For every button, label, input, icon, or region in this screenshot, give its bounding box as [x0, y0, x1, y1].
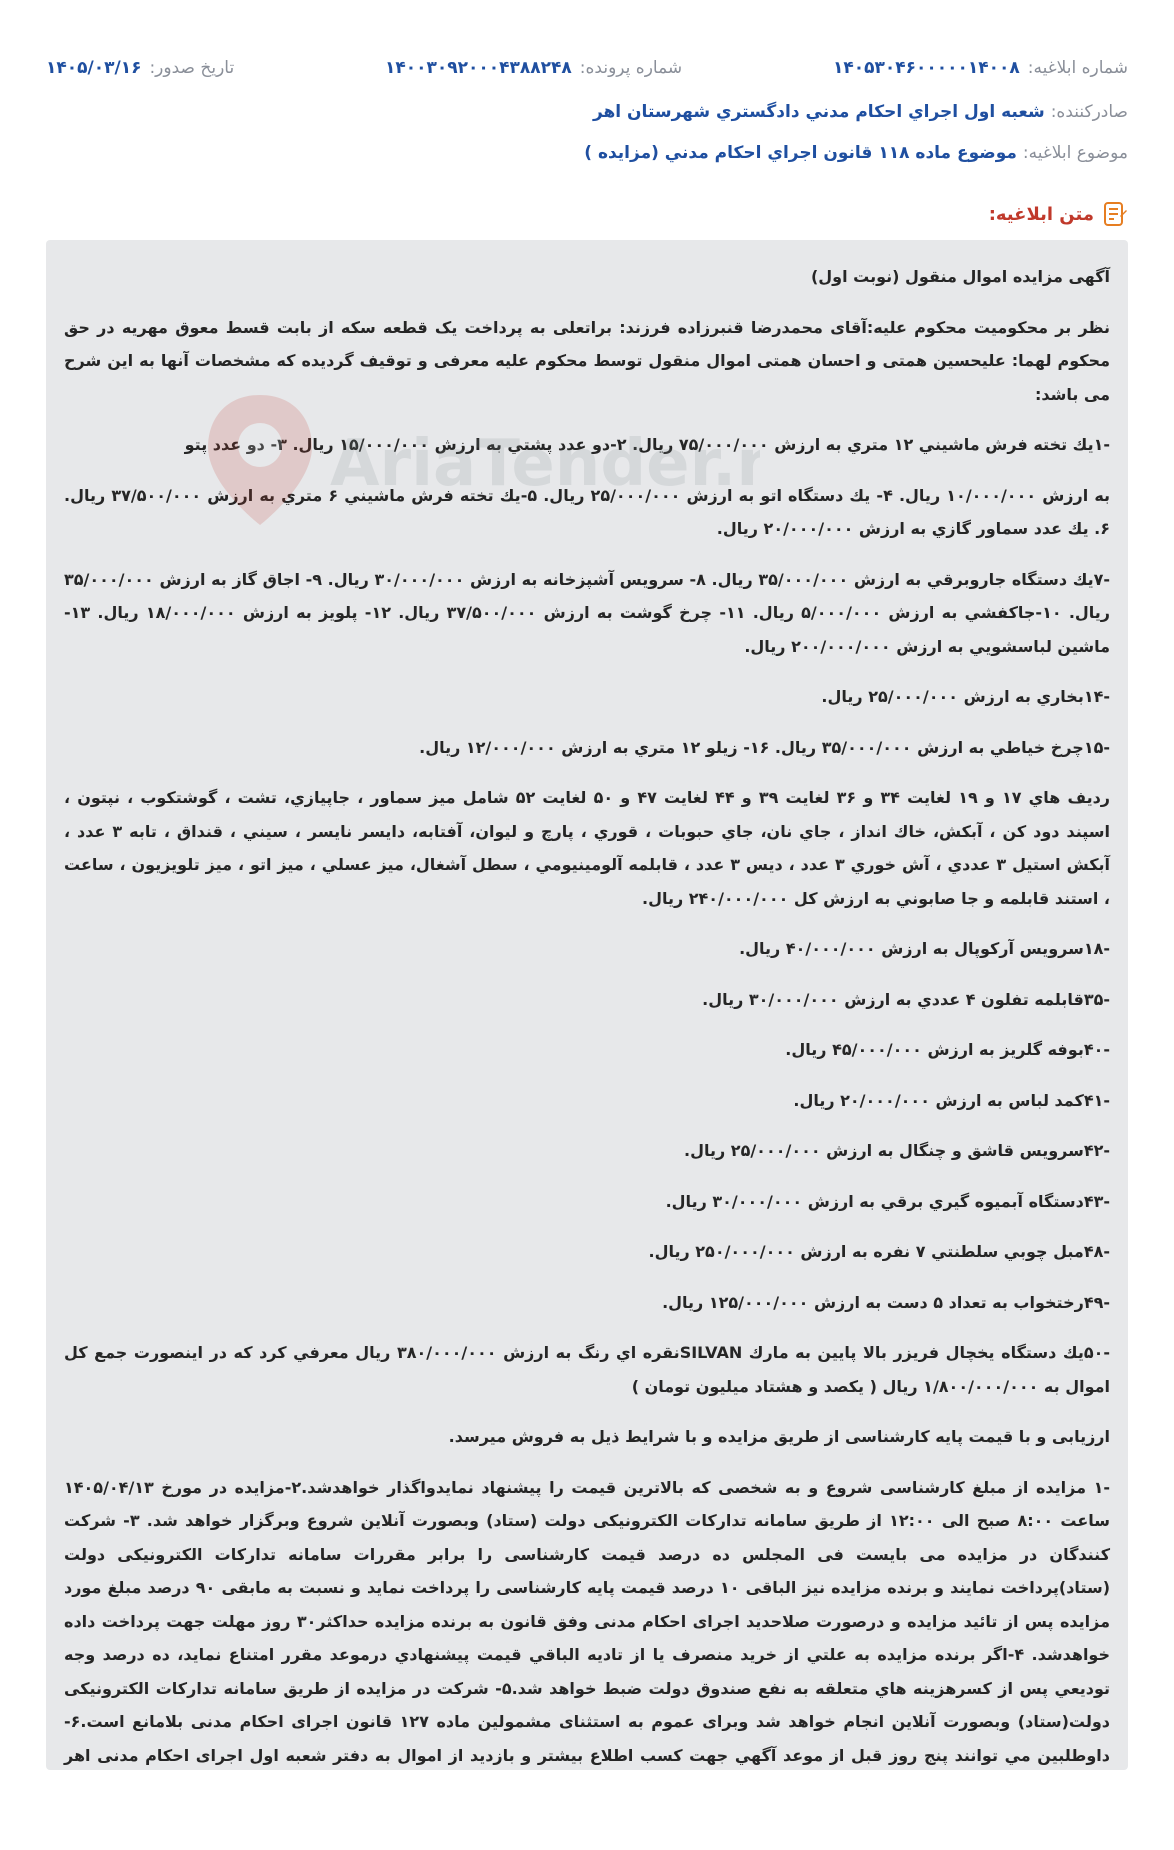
notice-number-value: ۱۴۰۵۳۰۴۶۰۰۰۰۰۱۴۰۰۸	[832, 58, 1020, 78]
notice-number-label: شماره ابلاغیه:	[1027, 58, 1128, 78]
issue-date	[46, 56, 234, 80]
notice-paragraph: -۴۳دستگاه آبميوه گيري برقي به ارزش ۳۰/۰۰۰/۰۰۰ ريال.	[665, 1191, 1110, 1211]
notice-text-heading-label: متن ابلاغیه:	[988, 203, 1094, 225]
notice-text-heading	[989, 200, 1128, 228]
notice-paragraph: -۷يك دستگاه جاروبرقي به ارزش ۳۵/۰۰۰/۰۰۰ ريال. ۸- سرويس آشپزخانه به ارزش ۳۰/۰۰۰/۰۰۰ ريال. ۹- اجاق گاز به ارزش ۳۵/۰۰۰/۰۰۰ ريال. ۱۰-جاكفشي به ارزش ۵/۰۰۰/۰۰۰ ريال. ۱۱- چرخ گوشت به ارزش ۳۷/۵۰۰/۰۰۰ ريال. ۱۲- پلويز به ارزش ۱۸/۰۰۰/۰۰۰ ريال. ۱۳- ماشين لباسشويي به ارزش ۲۰۰/۰۰۰/۰۰۰ ريال.	[64, 569, 1111, 656]
notice-paragraph: -۱۵چرخ خياطي به ارزش ۳۵/۰۰۰/۰۰۰ ريال. ۱۶- زيلو ۱۲ متري به ارزش ۱۲/۰۰۰/۰۰۰ ريال.	[419, 737, 1110, 757]
notice-paragraph: -۴۹رختخواب به تعداد ۵ دست به ارزش ۱۲۵/۰۰۰/۰۰۰ ريال.	[662, 1292, 1110, 1312]
notice-paragraph: -۱يك تخته فرش ماشيني ۱۲ متري به ارزش ۷۵/۰۰۰/۰۰۰ ريال. ۲-دو عدد پشتي به ارزش ۱۵/۰۰۰/۰۰۰ ريال. ۳- دو عدد پتو	[184, 435, 1110, 454]
notice-paragraph: -۴۲سرويس قاشق و چنگال به ارزش ۲۵/۰۰۰/۰۰۰ ريال.	[684, 1141, 1110, 1160]
notice-paragraph: ارزيابی و با قيمت پايه كارشناسی از طريق مزايده و با شرايط ذيل به فروش ميرسد.	[448, 1427, 1110, 1446]
notice-paragraph: آگهی مزایده اموال منقول (نوبت اول)	[810, 267, 1110, 286]
notice-paragraph: -۴۰بوفه گلريز به ارزش ۴۵/۰۰۰/۰۰۰ ريال.	[785, 1040, 1110, 1059]
notice-body	[46, 240, 1128, 1770]
notice-paragraph: به ارزش ۱۰/۰۰۰/۰۰۰ ريال. ۴- يك دستگاه اتو به ارزش ۲۵/۰۰۰/۰۰۰ ريال. ۵-يك تخته فرش ماشيني ۶ متري به ارزش ۳۷/۵۰۰/۰۰۰ ريال. ۶. يك عدد سماور گازي به ارزش ۲۰/۰۰۰/۰۰۰ ريال.	[64, 485, 1111, 538]
notice-paragraph: -۴۱كمد لباس به ارزش ۲۰/۰۰۰/۰۰۰ ريال.	[793, 1090, 1110, 1110]
notice-paragraph: -۱۸سرويس آركوپال به ارزش ۴۰/۰۰۰/۰۰۰ ريال.	[739, 939, 1110, 958]
issue-date-value: ۱۴۰۵/۰۳/۱۶	[46, 58, 142, 78]
notice-paragraph: -۵۰يك دستگاه يخچال فريزر بالا پايين به مارك SILVANنقره اي رنگ به ارزش ۳۸۰/۰۰۰/۰۰۰ ريال معرفي كرد كه در اينصورت جمع كل اموال به ۱/۸۰۰/۰۰۰/۰۰۰ ريال ( يكصد و هشتاد ميليون تومان )	[64, 1343, 1110, 1396]
notice-number	[833, 56, 1128, 80]
subject-value: موضوع ماده ۱۱۸ قانون اجراي احكام مدني (مزایده )	[584, 143, 1017, 163]
issue-date-label: تاریخ صدور:	[149, 58, 235, 78]
notice-paragraph: -۴۸مبل چوبي سلطنتي ۷ نفره به ارزش ۲۵۰/۰۰۰/۰۰۰ ريال.	[648, 1242, 1110, 1261]
notice-paragraph: -۱۴بخاري به ارزش ۲۵/۰۰۰/۰۰۰ ريال.	[821, 687, 1110, 706]
issuer-row	[46, 99, 1128, 125]
case-number-label: شماره پرونده:	[579, 58, 683, 78]
document-icon	[1102, 200, 1128, 228]
subject-row	[46, 140, 1128, 166]
notice-paragraph: نظر بر محکومیت محکوم علیه:آقای محمدرضا قنبرزاده فرزند: براتعلی به پرداخت یک قطعه سکه از بابت قسط معوق مهریه در حق محکوم لهما: علیحسین همتی و احسان همتی اموال منقول توسط محکوم علیه معرفی و توقیف گردیده که مشخصات آنها به این شرح می باشد:	[64, 317, 1110, 404]
notice-paragraph: رديف هاي ۱۷ و ۱۹ لغايت ۳۴ و ۳۶ لغايت ۳۹ و ۴۴ لغايت ۴۷ و ۵۰ لغايت ۵۲ شامل ميز سماور ، جاپيازي، تشت ، گوشتكوب ، نپتون ، اسپند دود كن ، آبكش، خاك انداز ، جاي نان، جاي حبوبات ، قوري ، پارچ و ليوان، آفتابه، دايسر نايسر ، سيني ، قنداق ، تابه ۳ عدد ، آبكش استيل ۳ عددي ، آش خوري ۳ عدد ، ديس ۳ عدد ، قابلمه آلومينيومي ، سطل آشغال، ميز عسلي ، ميز اتو ، ميز تلويزيون ، ساعت ، استند قابلمه و جا صابوني به ارزش كل ۲۴۰/۰۰۰/۰۰۰ ريال.	[64, 788, 1110, 908]
notice-paragraph: -۱ مزايده از مبلغ كارشناسی شروع و به شخصی كه بالاترين قيمت را پيشنهاد نمايدواگذار خواهدشد.۲-مزايده در مورخ ۱۴۰۵/۰۴/۱۳ ساعت ۸:۰۰ صبح الی ۱۲:۰۰ از طريق سامانه تداركات الكترونيكی دولت (ستاد) وبصورت آنلاين شروع وبرگزار خواهد شد. ۳- شركت كنندگان در مزايده می بايست فی المجلس ده درصد قيمت كارشناسی را برابر مقررات سامانه تداركات الكترونيكی دولت (ستاد)پرداخت نمايند و برنده مزايده نيز الباقی ۱۰ درصد قيمت پايه كارشناسی را پرداخت نمايد و نسبت به مابقی ۹۰ درصد مبلغ مورد مزايده پس از تائيد مزايده و درصورت صلاحديد اجرای احكام مدنی وفق قانون به برنده مزايده حداكثر۳۰ روز مهلت جهت پرداخت داده خواهدشد. ۴-اگر برنده مزايده به علتي از خريد منصرف يا از تاديه الباقي قيمت پيشنهادي درموعد مقرر امتناع نمايد، ده درصد وجه توديعي پس از كسرهزينه هاي متعلقه به نفع صندوق دولت ضبط خواهد شد.۵- شركت در مزايده از طريق سامانه تداركات الكترونيكی دولت(ستاد) وبصورت آنلاين انجام خواهد شد وبرای عموم به استثنای مشمولين ماده ۱۲۷ قانون اجرای احكام مدنی بلامانع است.۶-داوطلبين مي توانند پنج روز قبل از موعد آگهي جهت كسب اطلاع بيشتر و بازديد از اموال به دفتر شعبه اول اجرای احكام مدنی اهر	[64, 1477, 1111, 1765]
subject-label: موضوع ابلاغیه:	[1022, 143, 1128, 163]
issuer-value: شعبه اول اجراي احكام مدني دادگستري شهرستان اهر	[592, 102, 1045, 122]
notice-paragraph: -۳۵قابلمه تفلون ۴ عددي به ارزش ۳۰/۰۰۰/۰۰۰ ريال.	[702, 989, 1110, 1009]
case-number	[385, 56, 682, 80]
notice-meta-row	[46, 56, 1128, 80]
case-number-value: ۱۴۰۰۳۰۹۲۰۰۰۴۳۸۸۲۴۸	[385, 58, 572, 78]
issuer-label: صادرکننده:	[1050, 102, 1128, 122]
